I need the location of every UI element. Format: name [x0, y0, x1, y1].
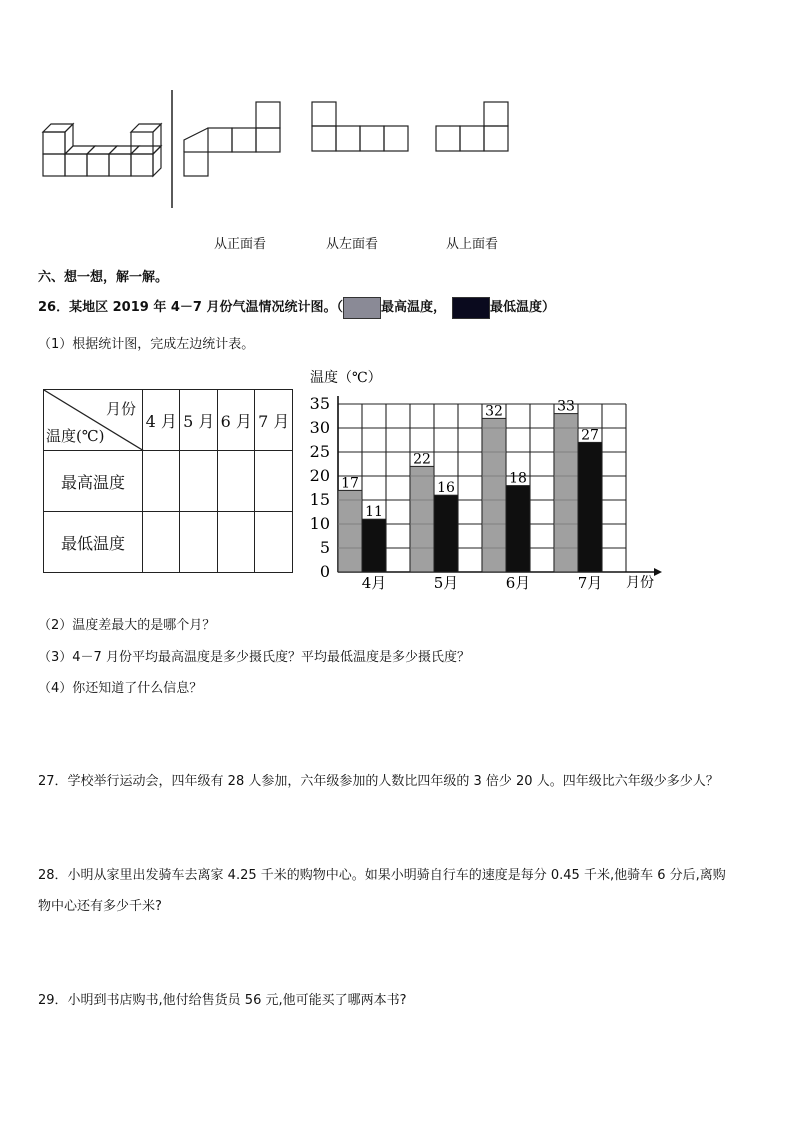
bar-value-label: 33 — [557, 398, 575, 415]
table-cell[interactable] — [217, 451, 255, 512]
y-tick-label: 30 — [309, 418, 330, 437]
legend-low-swatch — [452, 297, 490, 319]
table-row-high: 最高温度 — [44, 451, 143, 512]
q26-number: 26． — [38, 300, 70, 315]
q26-stem: 某地区 2019 年 4－7 月份气温情况统计图。（ — [69, 300, 343, 315]
table-month-5: 5 月 — [180, 390, 218, 451]
bar-value-label: 17 — [341, 475, 359, 492]
chart-xlabel: 月份 — [626, 575, 654, 591]
q26-sub1: （1）根据统计图，完成左边统计表。 — [38, 337, 255, 352]
cube-figure — [38, 88, 518, 213]
y-tick-label: 0 — [319, 562, 330, 581]
table-cell[interactable] — [217, 512, 255, 573]
table-row-low: 最低温度 — [44, 512, 143, 573]
q28-line2: 物中心还有多少千米? — [38, 899, 162, 914]
x-tick-label: 6月 — [505, 574, 531, 592]
bar-value-label: 32 — [485, 403, 503, 420]
x-tick-label: 5月 — [433, 574, 459, 592]
legend-high-swatch — [343, 297, 381, 319]
x-tick-label: 4月 — [361, 574, 387, 592]
table-month-7: 7 月 — [255, 390, 293, 451]
bar — [338, 490, 362, 572]
bar-value-label: 11 — [365, 504, 383, 521]
x-axis-arrow — [654, 568, 662, 576]
table-cell[interactable] — [142, 512, 180, 573]
bar — [578, 442, 602, 572]
table-header-temp: 温度(℃) — [46, 427, 105, 445]
legend-low-label: 最低温度） — [490, 300, 556, 315]
bar-value-label: 16 — [437, 480, 455, 497]
table-header-diagonal — [44, 390, 143, 451]
q26-stem-line — [38, 296, 555, 319]
bar — [362, 519, 386, 572]
bar-value-label: 27 — [581, 427, 599, 444]
q29-text: 29．小明到书店购书,他付给售货员 56 元,他可能买了哪两本书? — [38, 993, 407, 1008]
view-label-left: 从左面看 — [326, 237, 379, 252]
y-tick-label: 10 — [309, 514, 330, 533]
table-cell[interactable] — [180, 451, 218, 512]
stats-table — [43, 389, 293, 573]
bar-value-label: 22 — [413, 451, 431, 468]
table-header-month: 月份 — [105, 400, 136, 418]
bar-value-label: 18 — [509, 470, 527, 487]
bar — [506, 486, 530, 572]
y-tick-label: 15 — [309, 490, 330, 509]
view-label-top: 从上面看 — [446, 237, 499, 252]
legend-high-label: 最高温度， — [380, 300, 446, 315]
q28-line1: 28．小明从家里出发骑车去离家 4.25 千米的购物中心。如果小明骑自行车的速度是每分 0.45 千米,他骑车 6 分后,离购 — [38, 868, 726, 883]
x-tick-label: 7月 — [577, 574, 603, 592]
table-cell[interactable] — [255, 451, 293, 512]
q26-sub2: （2）温度差最大的是哪个月？ — [38, 618, 216, 633]
view-label-front: 从正面看 — [214, 237, 267, 252]
section-title: 六、想一想，解一解。 — [38, 270, 169, 285]
bar — [410, 466, 434, 572]
q26-sub3: （3）4－7 月份平均最高温度是多少摄氏度？平均最低温度是多少摄氏度？ — [38, 650, 470, 665]
y-tick-label: 5 — [319, 538, 330, 557]
chart-ylabel: 温度（℃） — [310, 370, 382, 386]
bar — [434, 495, 458, 572]
q27-text: 27．学校举行运动会，四年级有 28 人参加，六年级参加的人数比四年级的 3 倍少 20 人。四年级比六年级少多少人？ — [38, 774, 719, 789]
table-cell[interactable] — [180, 512, 218, 573]
y-tick-label: 35 — [309, 394, 330, 413]
table-month-6: 6 月 — [217, 390, 255, 451]
y-tick-label: 20 — [309, 466, 330, 485]
table-cell[interactable] — [142, 451, 180, 512]
y-tick-label: 25 — [309, 442, 330, 461]
bar — [482, 418, 506, 572]
table-cell[interactable] — [255, 512, 293, 573]
q26-sub4: （4）你还知道了什么信息？ — [38, 681, 203, 696]
temperature-bar-chart — [300, 364, 670, 596]
table-month-4: 4 月 — [142, 390, 180, 451]
